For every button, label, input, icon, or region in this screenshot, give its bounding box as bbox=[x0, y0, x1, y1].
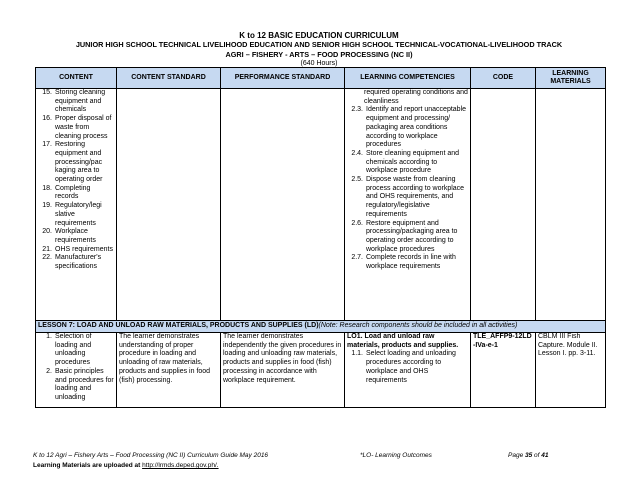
lesson-row bbox=[36, 321, 606, 333]
lo-note: *LO- Learning Outcomes bbox=[360, 452, 432, 459]
learning-outcome-title: LO1. Load and unload raw materials, products and supplies. bbox=[347, 333, 459, 349]
content-standard-cell: The learner demonstrates understanding of proper procedure in loading and unloading of raw materials, products and supplies in food (fish) processing. bbox=[117, 333, 221, 408]
item-number: 19. bbox=[42, 202, 52, 210]
item-text: Restore equipment and processing/packaging area to operating order according to workplace procedures bbox=[366, 219, 458, 253]
hours-label: (640 Hours) bbox=[300, 60, 338, 67]
track-title: JUNIOR HIGH SCHOOL TECHNICAL LIVELIHOOD EDUCATION AND SENIOR HIGH SCHOOL TECHNICAL-VOCATIONAL-LIVELIHOOD TRACK bbox=[75, 40, 563, 49]
curriculum-title: K to 12 BASIC EDUCATION CURRICULUM bbox=[239, 31, 399, 40]
competencies-cell bbox=[345, 333, 471, 408]
code-cell: TLE_AFFP9-12LD-IVa-e-1 bbox=[471, 333, 536, 408]
content-item bbox=[38, 333, 114, 368]
content-list bbox=[38, 333, 114, 403]
item-text: Dispose waste from cleaning process according to workplace and OHS requirements, and regulatory/legislative requirements bbox=[366, 176, 465, 218]
item-number: 2.3. bbox=[351, 106, 363, 114]
materials-cell: CBLM III Fish Capture. Module II. Lesson I. pp. 3-11. bbox=[536, 333, 606, 408]
upload-prefix: Learning Materials are uploaded at bbox=[33, 462, 143, 469]
item-text: OHS requirements bbox=[55, 245, 113, 253]
col-code: CODE bbox=[471, 68, 536, 89]
table-row bbox=[36, 333, 606, 408]
code-cell bbox=[471, 89, 536, 321]
item-number: 16. bbox=[42, 115, 52, 123]
item-text: Storing cleaning equipment and chemicals bbox=[55, 89, 106, 114]
col-learning-competencies: LEARNING COMPETENCIES bbox=[345, 68, 471, 89]
materials-cell bbox=[536, 89, 606, 321]
page-current: 35 bbox=[525, 452, 533, 459]
item-number: 20. bbox=[42, 228, 52, 236]
content-cell bbox=[36, 333, 117, 408]
col-content: CONTENT bbox=[36, 68, 117, 89]
competency-continued: required operating conditions and cleanliness bbox=[364, 89, 468, 105]
content-item bbox=[38, 202, 114, 228]
curriculum-table bbox=[35, 67, 606, 408]
item-text: Completing records bbox=[55, 184, 91, 201]
item-text: Manufacturer's specifications bbox=[55, 254, 102, 271]
item-number: 2.5. bbox=[351, 176, 363, 184]
item-number: 22. bbox=[42, 254, 52, 262]
item-text: Regulatory/legi slative requirements bbox=[55, 202, 102, 227]
page-of: of bbox=[532, 452, 542, 459]
content-item bbox=[38, 185, 114, 202]
content-item bbox=[38, 368, 114, 403]
table-header-row bbox=[36, 68, 606, 89]
item-number: 2.7. bbox=[351, 254, 363, 262]
lesson-title bbox=[36, 321, 606, 333]
content-item bbox=[38, 141, 114, 185]
item-number: 2.6. bbox=[351, 219, 363, 227]
content-item bbox=[38, 254, 114, 271]
item-number: 17. bbox=[42, 141, 52, 149]
item-number: 1. bbox=[46, 333, 52, 340]
item-text: Select loading and unloading procedures according to workplace and OHS requirements bbox=[366, 350, 456, 384]
competency-item bbox=[347, 176, 468, 220]
item-text: Proper disposal of waste from cleaning process bbox=[55, 115, 112, 140]
content-cell bbox=[36, 89, 117, 321]
page-total: 41 bbox=[541, 452, 549, 459]
page-number bbox=[508, 452, 549, 459]
content-item bbox=[38, 115, 114, 141]
performance-standard-cell bbox=[221, 89, 345, 321]
col-performance-standard: PERFORMANCE STANDARD bbox=[221, 68, 345, 89]
item-text: Selection of loading and unloading procedures bbox=[55, 333, 92, 367]
competency-item bbox=[347, 150, 468, 176]
competency-list bbox=[347, 106, 468, 271]
item-text: Complete records in line with workplace requirements bbox=[366, 254, 456, 271]
competency-item bbox=[347, 220, 468, 255]
item-number: 15. bbox=[42, 89, 52, 96]
item-number: 18. bbox=[42, 184, 52, 192]
item-text: Store cleaning equipment and chemicals according to workplace procedure bbox=[366, 149, 460, 175]
content-item bbox=[38, 246, 114, 255]
subject-title: AGRI – FISHERY - ARTS – FOOD PROCESSING (NC II) bbox=[225, 50, 413, 59]
lesson-title-text: LESSON 7: LOAD AND UNLOAD RAW MATERIALS, PRODUCTS AND SUPPLIES (LD) bbox=[38, 322, 319, 329]
upload-footer bbox=[33, 462, 219, 469]
competency-item bbox=[347, 350, 468, 385]
item-number: 2.4. bbox=[351, 149, 363, 157]
col-learning-materials: LEARNING MATERIALS bbox=[536, 68, 606, 89]
item-number: 21. bbox=[42, 245, 52, 253]
table-row bbox=[36, 89, 606, 321]
competency-item bbox=[347, 106, 468, 150]
item-text: Basic principles and procedures for loading and unloading bbox=[55, 367, 114, 401]
item-text: Restoring equipment and processing/pac kaging area to operating order bbox=[55, 141, 103, 184]
content-item bbox=[38, 228, 114, 245]
item-number: 2. bbox=[46, 367, 52, 375]
col-content-standard: CONTENT STANDARD bbox=[117, 68, 221, 89]
item-text: Workplace requirements bbox=[55, 228, 96, 244]
upload-link[interactable]: http://lrmds.deped.gov.ph/. bbox=[142, 462, 219, 469]
item-text: Identify and report unacceptable equipment and processing/ packaging area conditions according to workplace procedures bbox=[366, 106, 467, 149]
performance-standard-cell: The learner demonstrates independently the given procedures in loading and unloading raw materials, products and supplies in food (fish) processing in accordance with workplace requirement. bbox=[221, 333, 345, 408]
lesson-note: (Note: Research components should be included in all activities) bbox=[318, 322, 518, 329]
guide-footer: K to 12 Agri – Fishery Arts – Food Processing (NC II) Curriculum Guide May 2016 bbox=[33, 452, 269, 459]
item-number: 1.1. bbox=[351, 350, 363, 358]
content-list bbox=[38, 89, 114, 272]
competency-item bbox=[347, 254, 468, 271]
page-prefix: Page bbox=[508, 452, 525, 459]
content-item bbox=[38, 89, 114, 115]
competency-list bbox=[347, 350, 468, 385]
competencies-cell bbox=[345, 89, 471, 321]
content-standard-cell bbox=[117, 89, 221, 321]
